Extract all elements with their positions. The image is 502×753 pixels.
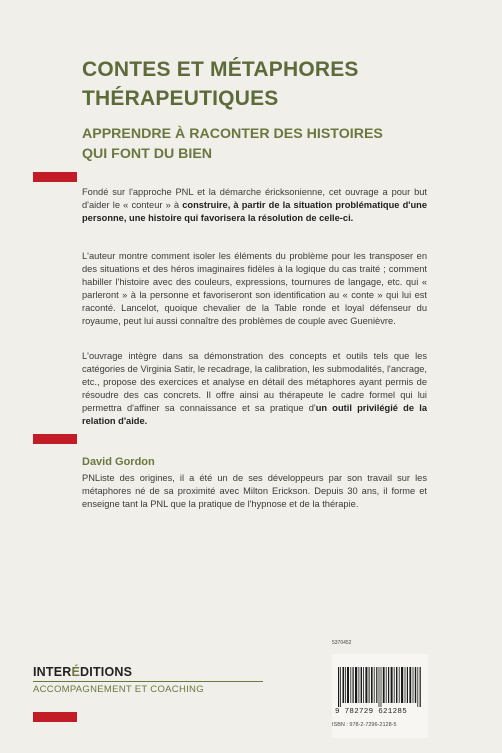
book-title: [82, 55, 482, 113]
subtitle-line-2: QUI FONT DU BIEN: [82, 146, 213, 162]
barcode-small-code: 5370452: [332, 640, 352, 646]
paragraph-3-text: L'ouvrage intègre dans sa démonstration des concepts et outils tels que les catégories de Virginia Satir, le recadrage, la calibration, les submodalités, l'ancrage, etc., propose des exercices et analyse en détail des métaphores ayant permis de résoudre des cas concrets. Il offre ainsi au thérapeute le cadre formel qui lui permettra d'affiner sa connaissance et sa pratique d': [82, 351, 427, 414]
description-paragraph-1: [82, 186, 427, 225]
subtitle-line-1: APPRENDRE À RACONTER DES HISTOIRES: [82, 126, 383, 142]
red-accent-bar-middle: [33, 434, 77, 444]
title-line-1: CONTES ET MÉTAPHORES: [82, 58, 359, 81]
red-accent-bar-bottom: [33, 712, 77, 722]
paragraph-3-emphasis: un outil privilégié de la relation d'aide.: [82, 403, 427, 427]
isbn-number: ISBN : 978-2-7296-2128-5: [332, 722, 397, 728]
barcode-icon: [338, 667, 422, 707]
publisher-tagline: ACCOMPAGNEMENT ET COACHING: [33, 681, 263, 695]
barcode-digits: 9 782729 621285: [335, 708, 408, 716]
publisher-name-part-1: INTER: [33, 665, 72, 679]
publisher-name: [33, 665, 263, 679]
paragraph-1-emphasis: construire, à partir de la situation problématique d'une personne, une histoire qui favorisera la résolution de celle-ci.: [82, 200, 428, 224]
publisher-name-accent: É: [71, 665, 81, 679]
author-name: David Gordon: [82, 456, 155, 468]
title-line-2: THÉRAPEUTIQUES: [82, 87, 279, 110]
description-paragraph-2: L'auteur montre comment isoler les éléments du problème pour les transposer en des situations et des héros imaginaires fidèles à la logique du cas traité ; comment habiller l'histoire avec des couleurs, expressions, tournures de langage, etc. qui « parleront » à la personne et favoriseront son identification au « conte » qui lui est raconté. Lancelot, quoique chevalier de la Table ronde et loyal défenseur du royaume, peut lui aussi connaître des problèmes de couple avec Guenièvre.: [82, 251, 427, 327]
description-paragraph-3: [82, 350, 427, 429]
publisher-logo: [33, 665, 263, 695]
publisher-name-part-2: DITIONS: [80, 665, 133, 679]
author-bio: PNListe des origines, il a été un de ses développeurs par son travail sur les métaphores né de sa proximité avec Milton Erickson. Depuis 30 ans, il forme et enseigne tant la PNL que la pratique de l'hypnose et de la thérapie.: [82, 473, 427, 510]
book-subtitle: [82, 124, 462, 164]
red-accent-bar-top: [33, 172, 77, 182]
paragraph-1-text: Fondé sur l'approche PNL et la démarche éricksonienne, cet ouvrage a pour but d'aider le « conteur » à: [82, 187, 427, 211]
